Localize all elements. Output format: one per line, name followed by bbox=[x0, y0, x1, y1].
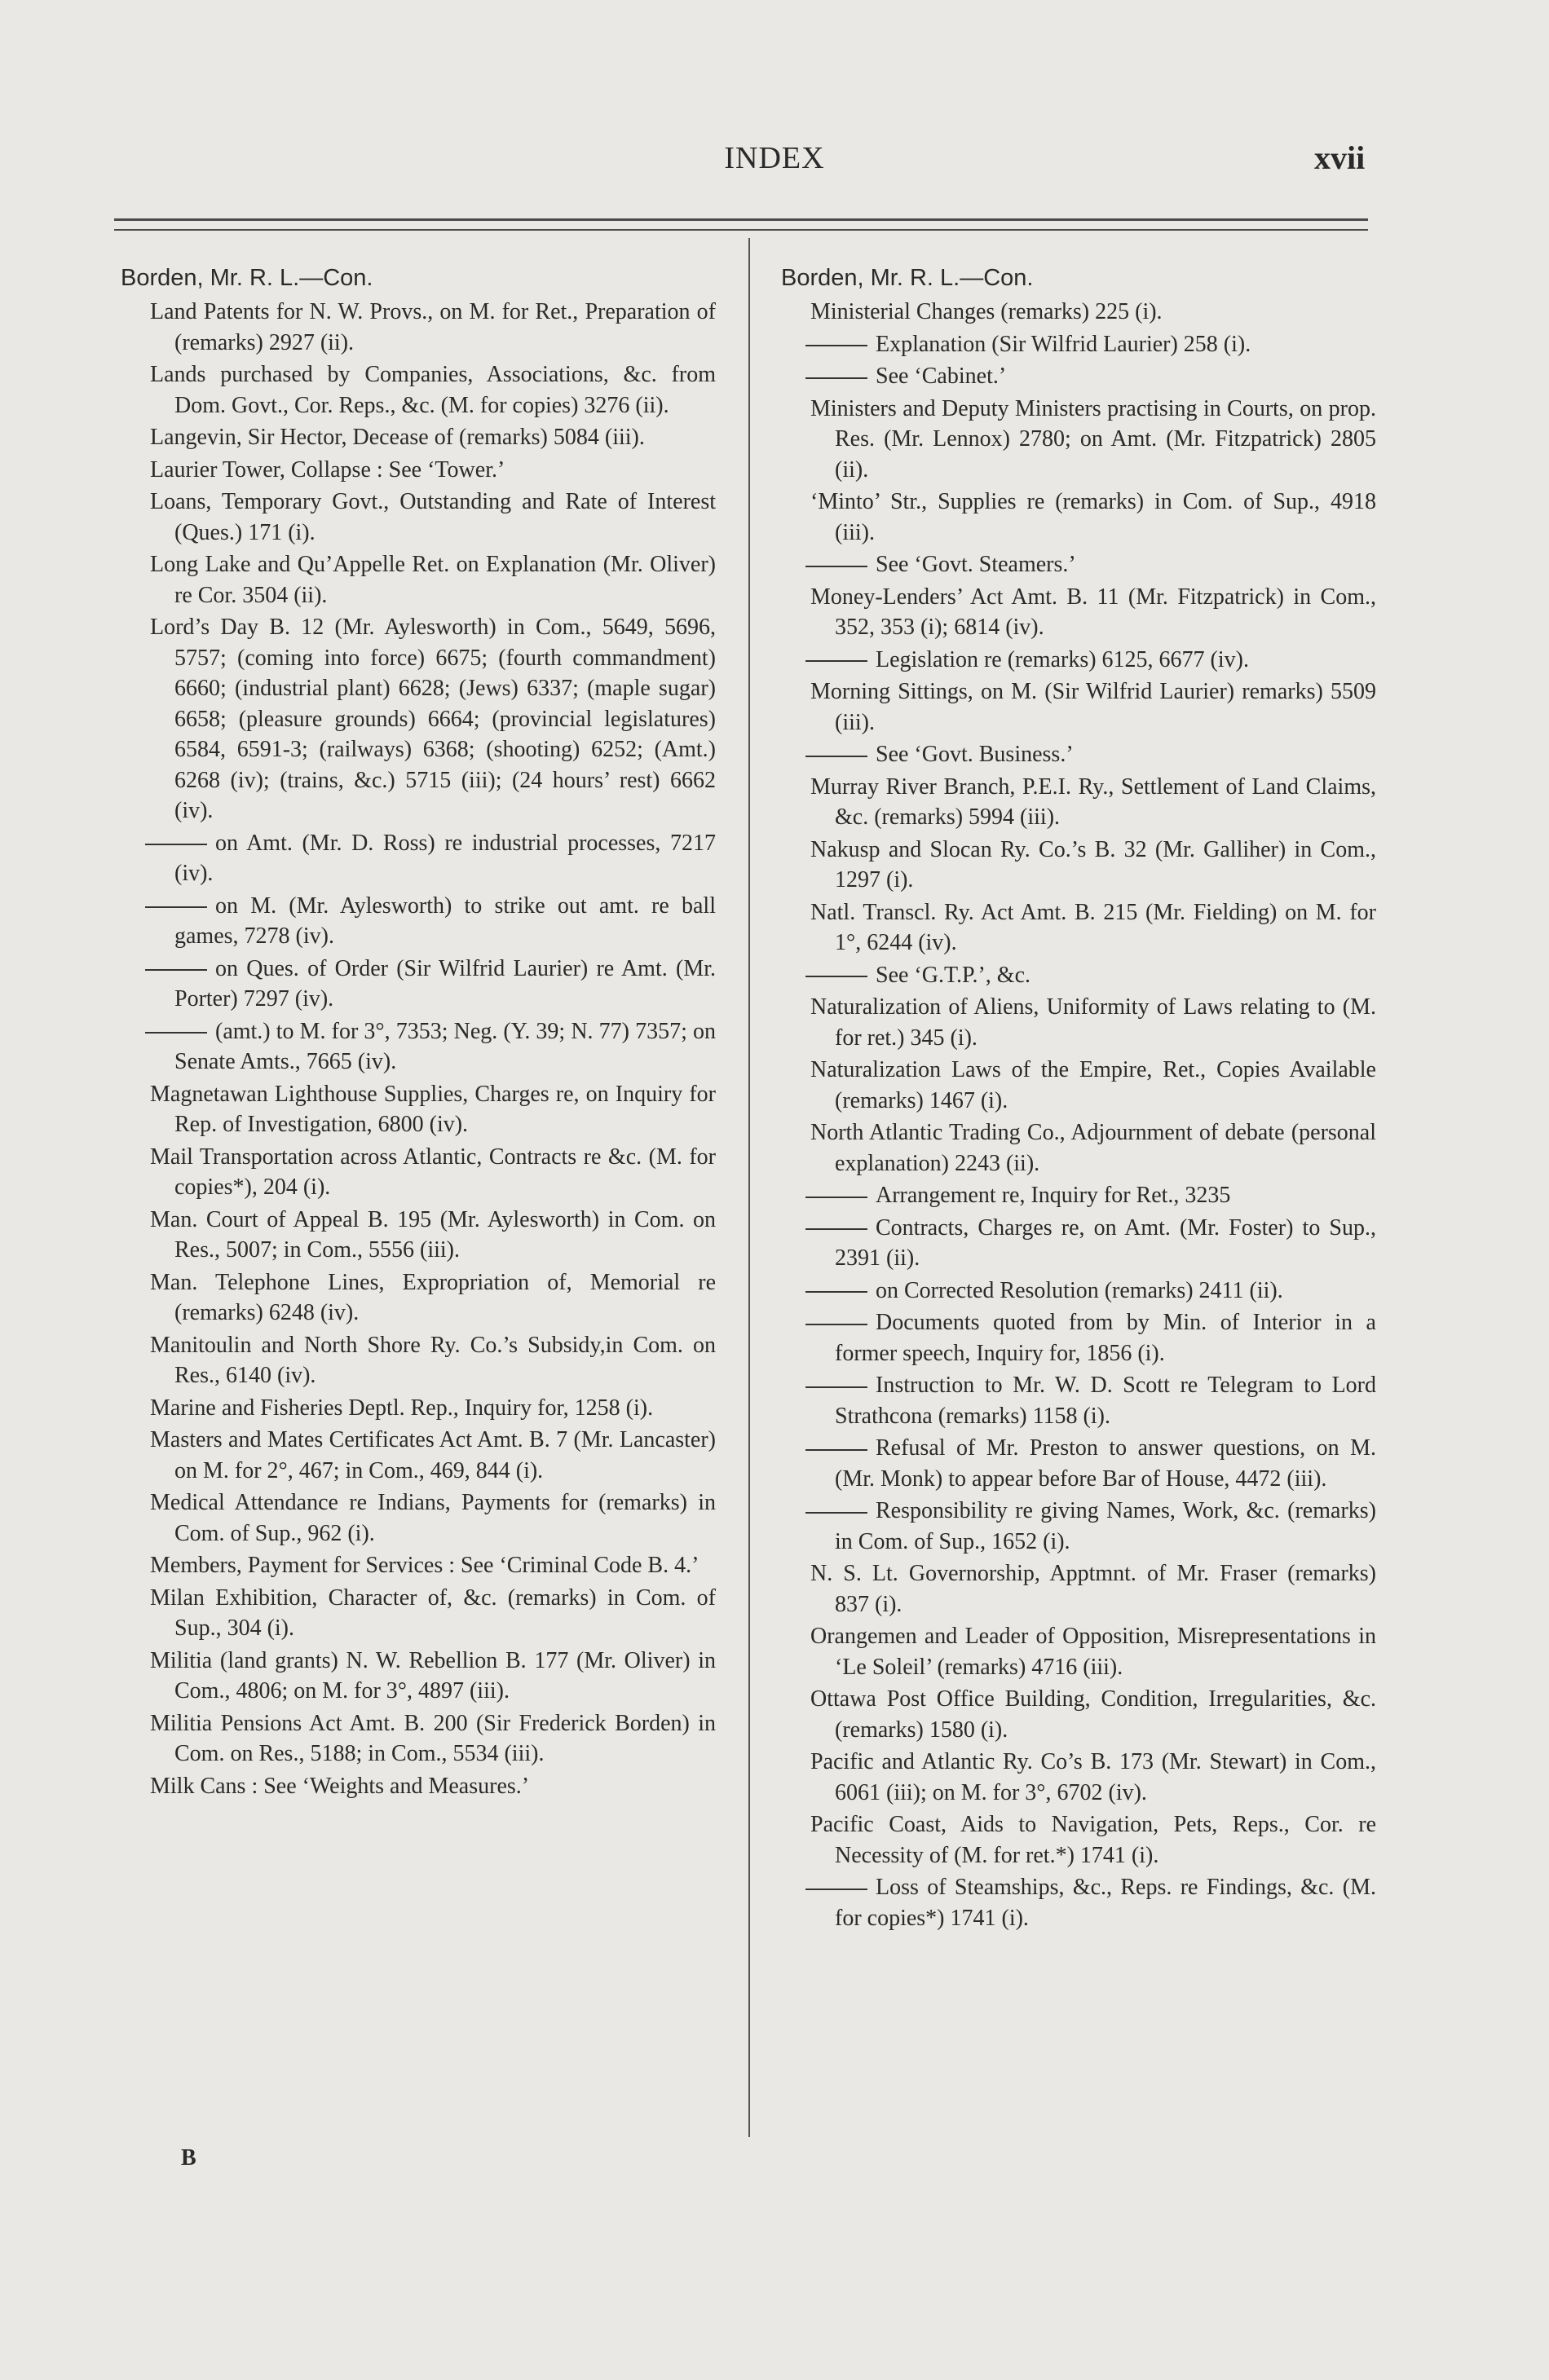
index-entry bbox=[145, 422, 716, 453]
index-entry bbox=[145, 1393, 716, 1424]
index-entry bbox=[145, 1771, 716, 1802]
continuation-dash bbox=[805, 566, 867, 567]
index-entry-text: Masters and Mates Certificates Act Amt. B. 7 (Mr. Lancaster) on M. for 2°, 467; in Com., 469, 844 (i). bbox=[150, 1427, 716, 1483]
index-entry-text: on Ques. of Order (Sir Wilfrid Laurier) re Amt. (Mr. Porter) 7297 (iv). bbox=[174, 955, 716, 1012]
index-entry-text: Magnetawan Lighthouse Supplies, Charges re, on Inquiry for Rep. of Investigation, 6800 (iv). bbox=[150, 1081, 716, 1137]
index-entry-text: Documents quoted from by Min. of Interior in a former speech, Inquiry for, 1856 (i). bbox=[835, 1310, 1376, 1366]
index-entry-text: Laurier Tower, Collapse : See ‘Tower.’ bbox=[150, 456, 505, 483]
index-entry bbox=[145, 1646, 716, 1707]
header-rule-bottom bbox=[114, 229, 1368, 231]
page-number: xvii bbox=[1314, 139, 1366, 176]
index-entry-text: Militia Pensions Act Amt. B. 200 (Sir Frederick Borden) in Com. on Res., 5188; in Com., 5534 (iii). bbox=[150, 1710, 716, 1766]
index-entry-text: Man. Court of Appeal B. 195 (Mr. Aylesworth) in Com. on Res., 5007; in Com., 5556 (iii). bbox=[150, 1206, 716, 1263]
index-entry bbox=[805, 394, 1376, 486]
right-entries bbox=[781, 297, 1376, 1933]
index-entry-text: See ‘G.T.P.’, &c. bbox=[876, 962, 1030, 988]
index-entry-text: ‘Minto’ Str., Supplies re (remarks) in Com. of Sup., 4918 (iii). bbox=[810, 489, 1376, 545]
index-entry-text: Explanation (Sir Wilfrid Laurier) 258 (i). bbox=[876, 331, 1251, 357]
continuation-dash bbox=[145, 1032, 207, 1034]
left-column-heading: Borden, Mr. R. L.—Con. bbox=[121, 265, 373, 291]
index-entry bbox=[145, 1583, 716, 1644]
index-entry bbox=[145, 1142, 716, 1203]
index-entry-text: Land Patents for N. W. Provs., on M. for Ret., Preparation of (remarks) 2927 (ii). bbox=[150, 299, 716, 355]
index-entry bbox=[805, 1180, 1376, 1211]
continuation-dash bbox=[805, 1449, 867, 1451]
continuation-dash bbox=[805, 1228, 867, 1230]
index-entry-text: Lord’s Day B. 12 (Mr. Aylesworth) in Com., 5649, 5696, 5757; (coming into force) 6675; (fourth commandment) 6660; (industrial plant) 6628; (Jews) 6337; (maple sugar) 6658; (pleasure grounds) 6664; (provincial legislatures) 6584, 6591-3; (railways) 6368; (shooting) 6252; (Amt.) 6268 (iv); (trains, &c.) 5715 (iii); (24 hours’ rest) 6662 (iv). bbox=[150, 615, 716, 823]
index-entry bbox=[805, 835, 1376, 896]
left-column bbox=[121, 262, 716, 1803]
index-entry-text: Lands purchased by Companies, Associations, &c. from Dom. Govt., Cor. Reps., &c. (M. for copies) 3276 (ii). bbox=[150, 362, 716, 418]
left-entries bbox=[121, 297, 716, 1801]
index-entry-text: Ministers and Deputy Ministers practising in Courts, on prop. Res. (Mr. Lennox) 2780; on Amt. (Mr. Fitzpatrick) 2805 (ii). bbox=[810, 395, 1376, 483]
index-entry bbox=[805, 1809, 1376, 1871]
index-entry-text: Natl. Transcl. Ry. Act Amt. B. 215 (Mr. Fielding) on M. for 1°, 6244 (iv). bbox=[810, 899, 1376, 955]
index-entry bbox=[145, 455, 716, 486]
index-entry bbox=[805, 1684, 1376, 1745]
index-entry bbox=[145, 359, 716, 421]
index-entry-text: Milk Cans : See ‘Weights and Measures.’ bbox=[150, 1773, 530, 1799]
index-entry-text: Contracts, Charges re, on Amt. (Mr. Foster) to Sup., 2391 (ii). bbox=[835, 1214, 1376, 1271]
index-entry bbox=[145, 1330, 716, 1391]
continuation-dash bbox=[805, 1291, 867, 1293]
index-entry bbox=[145, 612, 716, 826]
page-title: INDEX bbox=[724, 141, 825, 175]
index-entry-text: Pacific Coast, Aids to Navigation, Pets, Reps., Cor. re Necessity of (M. for ret.*) 1741 (i). bbox=[810, 1812, 1376, 1868]
index-entry bbox=[805, 1747, 1376, 1808]
index-entry bbox=[145, 1488, 716, 1549]
index-entry bbox=[145, 1708, 716, 1770]
continuation-dash bbox=[805, 1386, 867, 1388]
index-entry bbox=[145, 1550, 716, 1581]
continuation-dash bbox=[145, 906, 207, 908]
index-entry-text: Legislation re (remarks) 6125, 6677 (iv). bbox=[876, 646, 1249, 672]
right-column-heading: Borden, Mr. R. L.—Con. bbox=[781, 265, 1034, 291]
index-entry-text: Murray River Branch, P.E.I. Ry., Settlement of Land Claims, &c. (remarks) 5994 (iii). bbox=[810, 774, 1376, 830]
continuation-dash bbox=[805, 377, 867, 379]
continuation-dash bbox=[145, 969, 207, 971]
index-entry bbox=[805, 1055, 1376, 1116]
index-entry bbox=[805, 582, 1376, 643]
index-entry-text: Money-Lenders’ Act Amt. B. 11 (Mr. Fitzpatrick) in Com., 352, 353 (i); 6814 (iv). bbox=[810, 584, 1376, 640]
index-entry-text: on Corrected Resolution (remarks) 2411 (ii). bbox=[876, 1277, 1283, 1303]
continuation-dash bbox=[805, 1889, 867, 1890]
index-entry bbox=[805, 992, 1376, 1053]
index-entry bbox=[805, 1213, 1376, 1274]
index-entry-text: Nakusp and Slocan Ry. Co.’s B. 32 (Mr. Galliher) in Com., 1297 (i). bbox=[810, 836, 1376, 892]
index-entry-text: Loss of Steamships, &c., Reps. re Findings, &c. (M. for copies*) 1741 (i). bbox=[835, 1875, 1376, 1931]
index-entry-text: Medical Attendance re Indians, Payments for (remarks) in Com. of Sup., 962 (i). bbox=[150, 1490, 716, 1546]
index-entry-text: Langevin, Sir Hector, Decease of (remarks) 5084 (iii). bbox=[150, 425, 645, 450]
index-entry bbox=[805, 329, 1376, 360]
index-entry bbox=[805, 677, 1376, 738]
index-entry-text: Refusal of Mr. Preston to answer questions, on M. (Mr. Monk) to appear before Bar of House, 4472 (iii). bbox=[835, 1435, 1376, 1492]
index-entry bbox=[805, 897, 1376, 959]
continuation-dash bbox=[805, 660, 867, 662]
column-divider bbox=[748, 238, 750, 2137]
index-entry bbox=[805, 645, 1376, 676]
index-entry-text: Mail Transportation across Atlantic, Contracts re &c. (M. for copies*), 204 (i). bbox=[150, 1144, 716, 1200]
index-entry bbox=[805, 361, 1376, 392]
index-entry bbox=[805, 1621, 1376, 1682]
index-entry bbox=[805, 1117, 1376, 1179]
index-entry bbox=[145, 1425, 716, 1486]
index-entry-text: Responsibility re giving Names, Work, &c. (remarks) in Com. of Sup., 1652 (i). bbox=[835, 1498, 1376, 1554]
index-entry bbox=[145, 1016, 716, 1078]
index-entry bbox=[805, 297, 1376, 328]
index-entry-text: Long Lake and Qu’Appelle Ret. on Explanation (Mr. Oliver) re Cor. 3504 (ii). bbox=[150, 552, 716, 608]
index-entry-text: (amt.) to M. for 3°, 7353; Neg. (Y. 39; N. 77) 7357; on Senate Amts., 7665 (iv). bbox=[174, 1018, 716, 1074]
index-entry-text: Naturalization of Aliens, Uniformity of Laws relating to (M. for ret.) 345 (i). bbox=[810, 994, 1376, 1051]
continuation-dash bbox=[805, 756, 867, 757]
continuation-dash bbox=[805, 1197, 867, 1198]
index-entry-text: Ministerial Changes (remarks) 225 (i). bbox=[810, 299, 1163, 324]
index-entry bbox=[805, 1872, 1376, 1933]
index-entry-text: Arrangement re, Inquiry for Ret., 3235 bbox=[876, 1183, 1231, 1208]
index-entry bbox=[805, 960, 1376, 991]
index-entry-text: Pacific and Atlantic Ry. Co’s B. 173 (Mr. Stewart) in Com., 6061 (iii); on M. for 3°, 6702 (iv). bbox=[810, 1749, 1376, 1805]
index-entry bbox=[145, 954, 716, 1015]
index-entry-text: Loans, Temporary Govt., Outstanding and Rate of Interest (Ques.) 171 (i). bbox=[150, 489, 716, 545]
index-entry bbox=[145, 487, 716, 548]
header-rule-top bbox=[114, 218, 1368, 221]
continuation-dash bbox=[805, 1512, 867, 1514]
index-entry-text: Morning Sittings, on M. (Sir Wilfrid Laurier) remarks) 5509 (iii). bbox=[810, 679, 1376, 735]
index-entry bbox=[145, 1267, 716, 1329]
index-entry-text: Ottawa Post Office Building, Condition, Irregularities, &c. (remarks) 1580 (i). bbox=[810, 1686, 1376, 1743]
index-entry bbox=[805, 549, 1376, 580]
index-entry bbox=[145, 891, 716, 952]
index-entry-text: See ‘Govt. Business.’ bbox=[876, 742, 1074, 767]
index-entry bbox=[805, 1370, 1376, 1431]
index-entry-text: Marine and Fisheries Deptl. Rep., Inquiry for, 1258 (i). bbox=[150, 1395, 654, 1421]
index-entry-text: Members, Payment for Services : See ‘Criminal Code B. 4.’ bbox=[150, 1553, 699, 1578]
continuation-dash bbox=[805, 1324, 867, 1325]
index-entry-text: Orangemen and Leader of Opposition, Misrepresentations in ‘Le Soleil’ (remarks) 4716 (iii). bbox=[810, 1624, 1376, 1680]
index-entry bbox=[145, 1205, 716, 1266]
index-entry-text: Instruction to Mr. W. D. Scott re Telegram to Lord Strathcona (remarks) 1158 (i). bbox=[835, 1373, 1376, 1429]
index-entry-text: Naturalization Laws of the Empire, Ret., Copies Available (remarks) 1467 (i). bbox=[810, 1057, 1376, 1113]
continuation-dash bbox=[805, 976, 867, 977]
index-entry bbox=[145, 297, 716, 358]
index-entry bbox=[805, 739, 1376, 770]
index-entry bbox=[805, 487, 1376, 548]
index-entry-text: Milan Exhibition, Character of, &c. (remarks) in Com. of Sup., 304 (i). bbox=[150, 1584, 716, 1641]
index-entry-text: See ‘Cabinet.’ bbox=[876, 364, 1007, 389]
index-entry-text: N. S. Lt. Governorship, Apptmnt. of Mr. Fraser (remarks) 837 (i). bbox=[810, 1561, 1376, 1617]
index-entry bbox=[805, 772, 1376, 833]
index-entry-text: Militia (land grants) N. W. Rebellion B. 177 (Mr. Oliver) in Com., 4806; on M. for 3°, 4897 (iii). bbox=[150, 1647, 716, 1703]
index-entry bbox=[805, 1276, 1376, 1307]
index-entry bbox=[145, 1079, 716, 1140]
index-entry bbox=[805, 1307, 1376, 1368]
index-entry bbox=[805, 1496, 1376, 1557]
index-entry bbox=[805, 1433, 1376, 1494]
index-entry-text: Man. Telephone Lines, Expropriation of, Memorial re (remarks) 6248 (iv). bbox=[150, 1269, 716, 1325]
index-entry bbox=[805, 1558, 1376, 1620]
index-entry-text: North Atlantic Trading Co., Adjournment of debate (personal explanation) 2243 (ii). bbox=[810, 1120, 1376, 1176]
continuation-dash bbox=[805, 345, 867, 346]
index-entry bbox=[145, 828, 716, 889]
index-entry-text: on M. (Mr. Aylesworth) to strike out amt. re ball games, 7278 (iv). bbox=[174, 892, 716, 949]
index-entry-text: Manitoulin and North Shore Ry. Co.’s Subsidy,in Com. on Res., 6140 (iv). bbox=[150, 1332, 716, 1388]
continuation-dash bbox=[145, 844, 207, 845]
signature-mark: B bbox=[181, 2145, 196, 2171]
right-column bbox=[781, 262, 1376, 1935]
index-entry-text: on Amt. (Mr. D. Ross) re industrial processes, 7217 (iv). bbox=[174, 830, 716, 886]
index-entry bbox=[145, 549, 716, 610]
index-entry-text: See ‘Govt. Steamers.’ bbox=[876, 552, 1076, 577]
